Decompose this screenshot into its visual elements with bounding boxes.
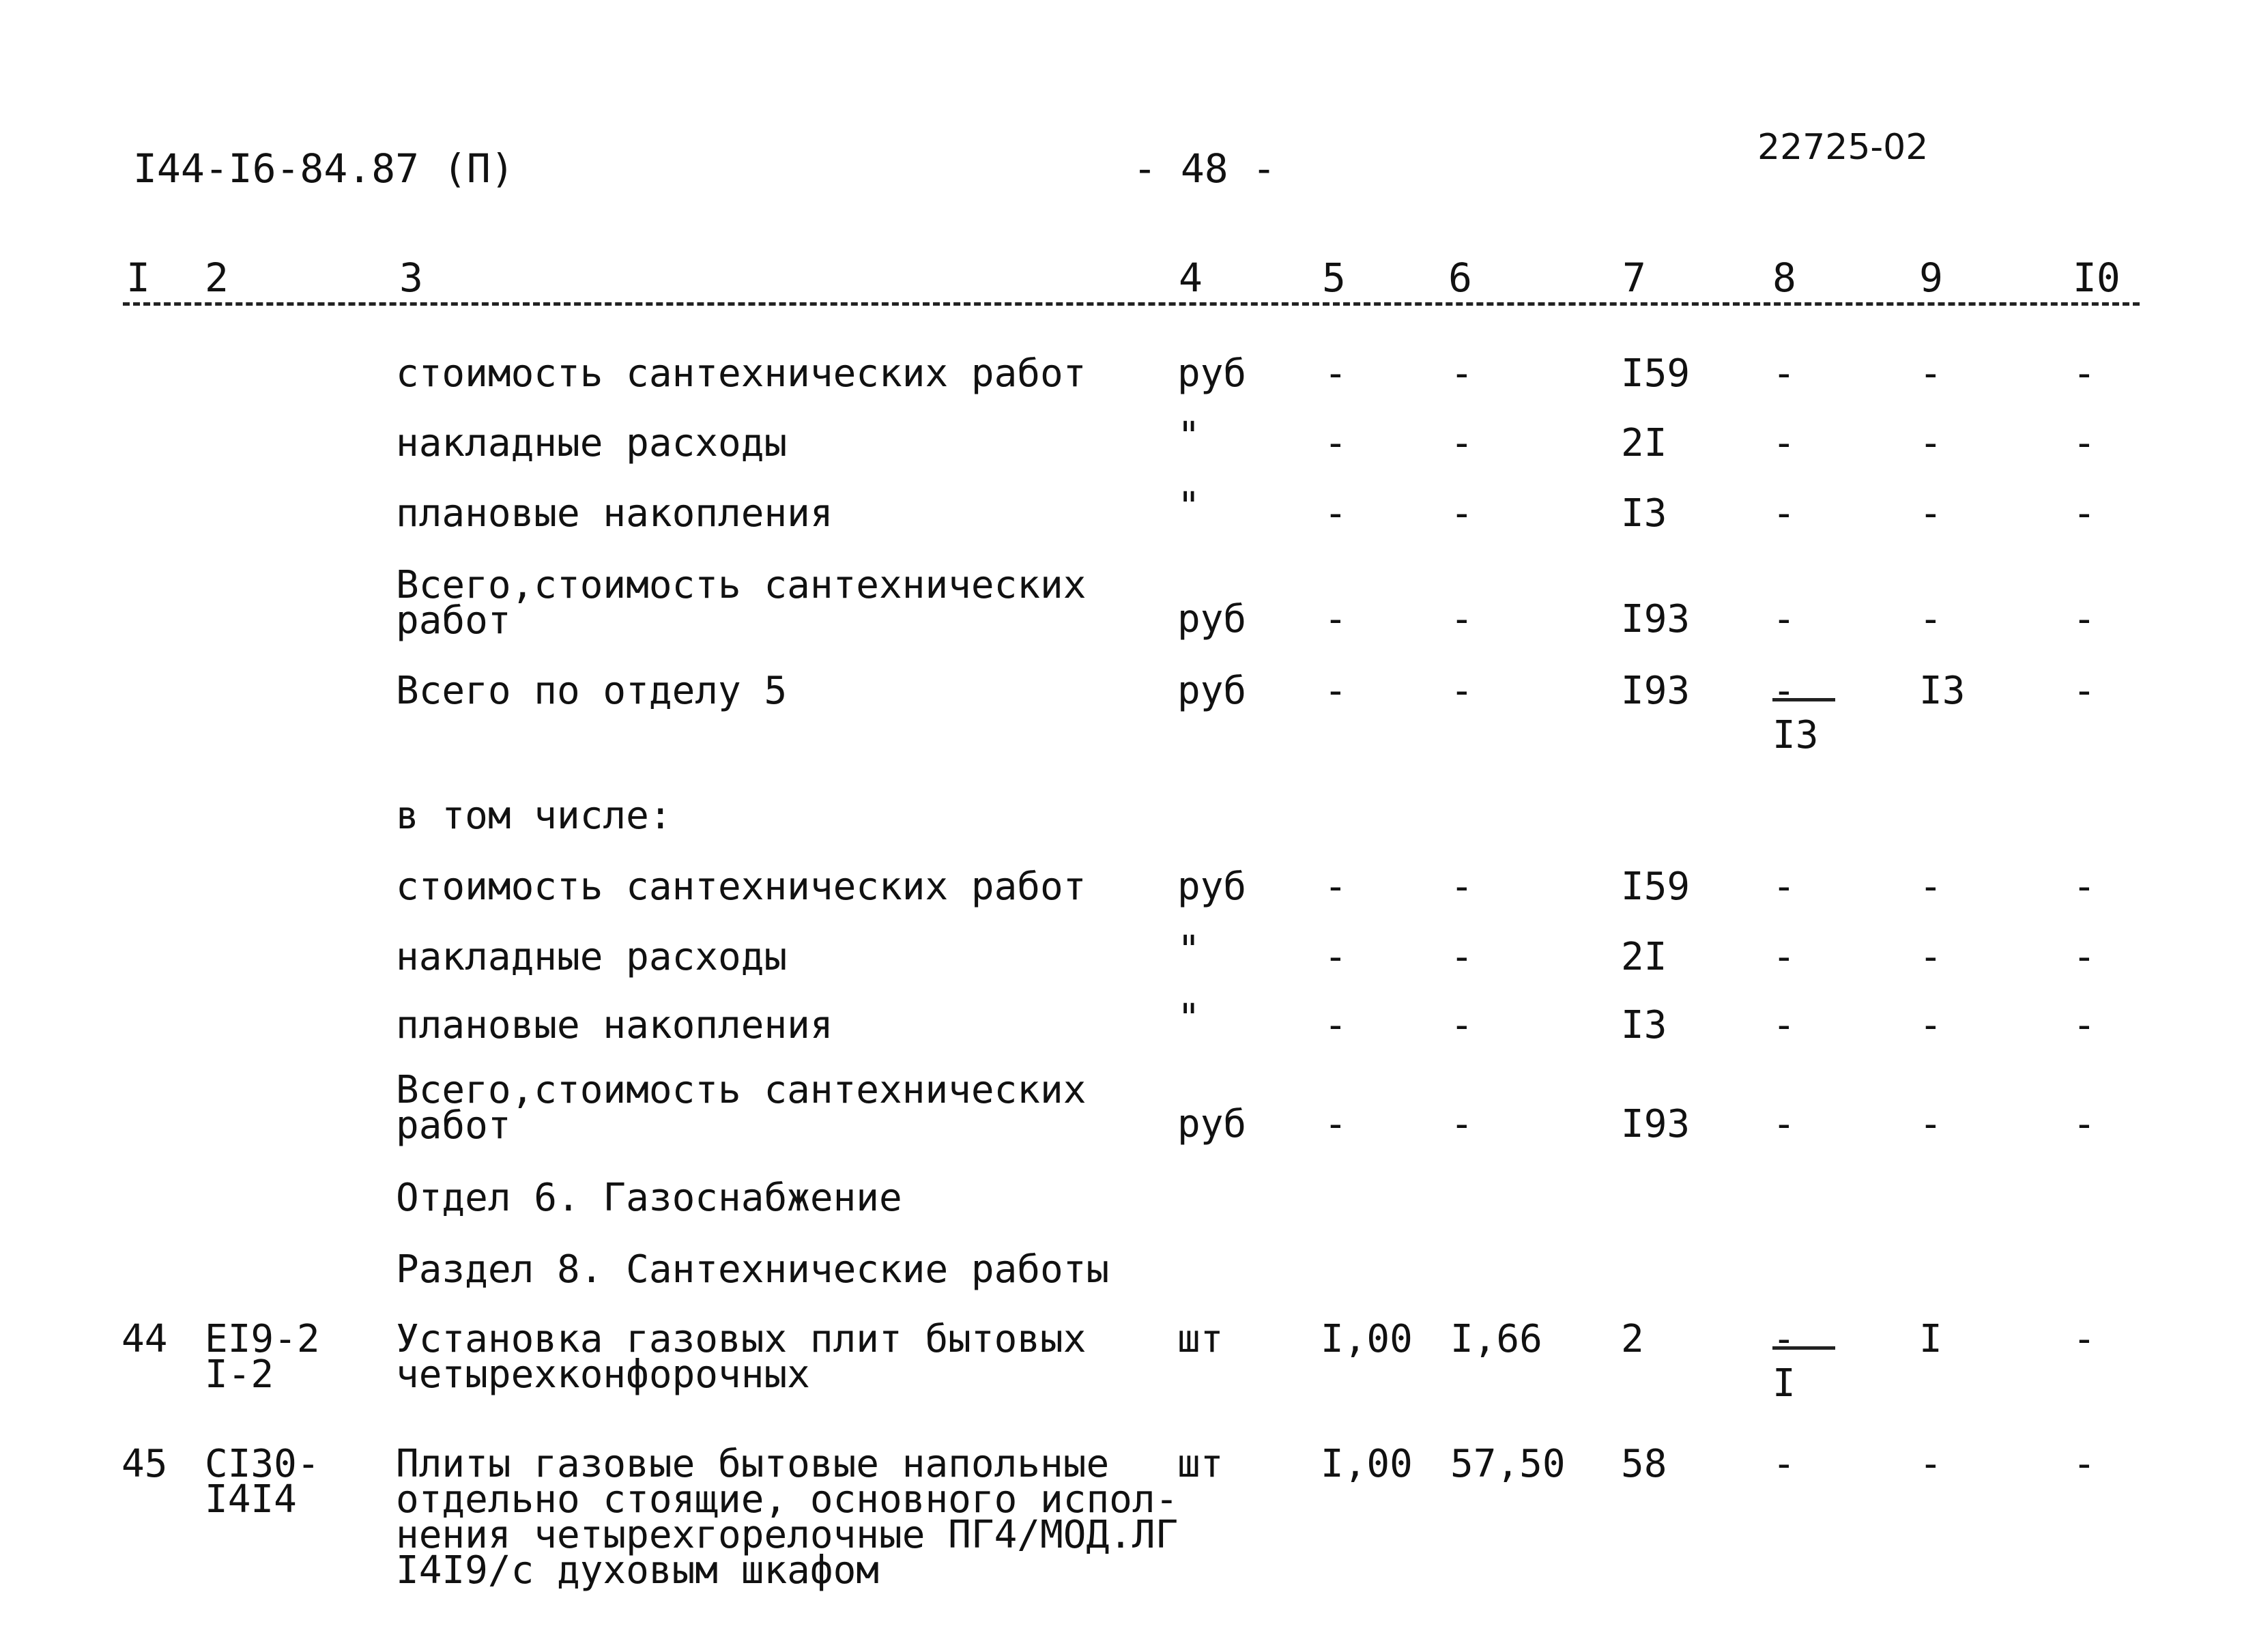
column-number: 3 — [399, 255, 423, 301]
cell-col6: - — [1450, 421, 1473, 465]
cell-description: плановые накопления — [396, 491, 833, 536]
cell-col8-fraction — [1772, 669, 1848, 757]
cell-col10: - — [2073, 1442, 2096, 1486]
cell-col10: - — [2073, 491, 2096, 536]
header-divider — [123, 302, 2140, 306]
cell-col9: - — [1919, 1003, 1942, 1047]
cell-col10: - — [2073, 669, 2096, 713]
cell-col9: - — [1919, 1102, 1942, 1146]
cell-col10: - — [2073, 865, 2096, 909]
cell-description: накладные расходы — [396, 421, 788, 465]
cell-description: стоимость сантехнических работ — [396, 865, 1087, 909]
cell-unit: руб — [1177, 351, 1247, 396]
column-number: 4 — [1179, 255, 1203, 301]
cell-col5: - — [1324, 1102, 1347, 1146]
cell-col6: - — [1450, 1003, 1473, 1047]
cell-col6: - — [1450, 1102, 1473, 1146]
cell-col8: - — [1772, 865, 1796, 909]
cell-description: накладные расходы — [396, 935, 788, 979]
cell-col8: - — [1772, 491, 1796, 536]
cell-description-line: Всего,стоимость сантехнических — [396, 563, 1087, 607]
cell-col10: - — [2073, 1317, 2096, 1361]
cell-col5: I,00 — [1321, 1317, 1413, 1361]
cell-col6: - — [1450, 491, 1473, 536]
cell-col10: - — [2073, 1003, 2096, 1047]
cell-col10: - — [2073, 935, 2096, 979]
column-number: 6 — [1448, 255, 1472, 301]
cell-unit: шт — [1177, 1317, 1224, 1361]
cell-col9: - — [1919, 351, 1942, 396]
cell-col8: - — [1772, 1102, 1796, 1146]
cell-subheading: в том числе: — [396, 794, 672, 838]
cell-code-line: EI9-2 — [205, 1317, 320, 1361]
cell-col6: - — [1450, 865, 1473, 909]
cell-unit: руб — [1177, 865, 1247, 909]
cell-col8: - — [1772, 597, 1796, 641]
cell-code-line: CI30- — [205, 1442, 320, 1486]
fraction-denominator: I — [1772, 1361, 1796, 1406]
cell-col5: - — [1324, 865, 1347, 909]
cell-col7: I59 — [1621, 351, 1691, 396]
cell-code-line: I4I4 — [205, 1477, 297, 1522]
cell-col10: - — [2073, 421, 2096, 465]
cell-col7: I93 — [1621, 669, 1691, 713]
cell-col9: - — [1919, 1442, 1942, 1486]
cell-col8: - — [1772, 351, 1796, 396]
cell-description-line: I4I9/с духовым шкафом — [396, 1548, 880, 1593]
cell-col9: - — [1919, 935, 1942, 979]
cell-col9: - — [1919, 865, 1942, 909]
cell-col5: - — [1324, 669, 1347, 713]
cell-code-line: I-2 — [205, 1352, 274, 1397]
page-number: - 48 - — [1133, 145, 1276, 192]
column-number: 5 — [1322, 255, 1346, 301]
cell-item-number: 45 — [121, 1442, 168, 1486]
cell-col9: - — [1919, 491, 1942, 536]
cell-item-number: 44 — [121, 1317, 168, 1361]
cell-col6: - — [1450, 597, 1473, 641]
cell-description-line: Установка газовых плит бытовых — [396, 1317, 1087, 1361]
cell-col8: - — [1772, 421, 1796, 465]
inventory-number: 22725-02 — [1757, 127, 1929, 168]
cell-col7: 2I — [1621, 935, 1667, 979]
cell-col9: - — [1919, 421, 1942, 465]
cell-unit: " — [1177, 996, 1201, 1041]
cell-unit: руб — [1177, 597, 1247, 641]
cell-col5: - — [1324, 351, 1347, 396]
cell-col8: - — [1772, 1003, 1796, 1047]
cell-description-line: Плиты газовые бытовые напольные — [396, 1442, 1110, 1486]
column-number: I0 — [2073, 255, 2121, 301]
section-heading: Отдел 6. Газоснабжение — [396, 1176, 902, 1220]
cell-col10: - — [2073, 1102, 2096, 1146]
column-number: 2 — [205, 255, 229, 301]
cell-col7: 58 — [1621, 1442, 1667, 1486]
fraction-numerator: - — [1772, 1320, 1835, 1350]
cell-col6: I,66 — [1450, 1317, 1542, 1361]
cell-col7: I59 — [1621, 865, 1691, 909]
cell-col6: - — [1450, 669, 1473, 713]
cell-col10: - — [2073, 597, 2096, 641]
cell-description-line: работ — [396, 1103, 511, 1148]
cell-col9: I — [1919, 1317, 1942, 1361]
cell-description-line: четырехконфорочных — [396, 1352, 810, 1397]
cell-col6: 57,50 — [1450, 1442, 1566, 1486]
cell-description-line: нения четырехгорелочные ПГ4/МОД.ЛГ — [396, 1513, 1179, 1557]
fraction-numerator: - — [1772, 672, 1835, 701]
cell-unit: шт — [1177, 1442, 1224, 1486]
column-number: 9 — [1919, 255, 1943, 301]
cell-col5: - — [1324, 491, 1347, 536]
cell-unit: " — [1177, 484, 1201, 529]
cell-description: стоимость сантехнических работ — [396, 351, 1087, 396]
cell-unit: " — [1177, 414, 1201, 459]
cell-col5: - — [1324, 935, 1347, 979]
column-number: I — [126, 255, 150, 301]
column-number: 8 — [1772, 255, 1796, 301]
cell-col9: I3 — [1919, 669, 1966, 713]
cell-unit: руб — [1177, 1102, 1247, 1146]
cell-col5: - — [1324, 1003, 1347, 1047]
cell-unit: руб — [1177, 669, 1247, 713]
cell-col8: - — [1772, 935, 1796, 979]
cell-col6: - — [1450, 935, 1473, 979]
cell-description: Всего по отделу 5 — [396, 669, 788, 713]
cell-col8-fraction — [1772, 1317, 1848, 1406]
cell-col7: 2 — [1621, 1317, 1644, 1361]
cell-description-line: Всего,стоимость сантехнических — [396, 1068, 1087, 1112]
cell-col5: I,00 — [1321, 1442, 1413, 1486]
document-code: I44-I6-84.87 (П) — [133, 145, 515, 192]
cell-description-line: работ — [396, 598, 511, 643]
cell-col7: I93 — [1621, 597, 1691, 641]
cell-col8: - — [1772, 1442, 1796, 1486]
cell-unit: " — [1177, 928, 1201, 972]
cell-col7: I93 — [1621, 1102, 1691, 1146]
cell-col10: - — [2073, 351, 2096, 396]
cell-col7: I3 — [1621, 491, 1667, 536]
cell-col6: - — [1450, 351, 1473, 396]
section-heading: Раздел 8. Сантехнические работы — [396, 1247, 1110, 1292]
cell-col9: - — [1919, 597, 1942, 641]
fraction-denominator: I3 — [1772, 713, 1819, 757]
cell-col5: - — [1324, 597, 1347, 641]
cell-col7: I3 — [1621, 1003, 1667, 1047]
cell-description: плановые накопления — [396, 1003, 833, 1047]
cell-col7: 2I — [1621, 421, 1667, 465]
column-number: 7 — [1622, 255, 1646, 301]
cell-description-line: отдельно стоящие, основного испол- — [396, 1477, 1179, 1522]
cell-col5: - — [1324, 421, 1347, 465]
